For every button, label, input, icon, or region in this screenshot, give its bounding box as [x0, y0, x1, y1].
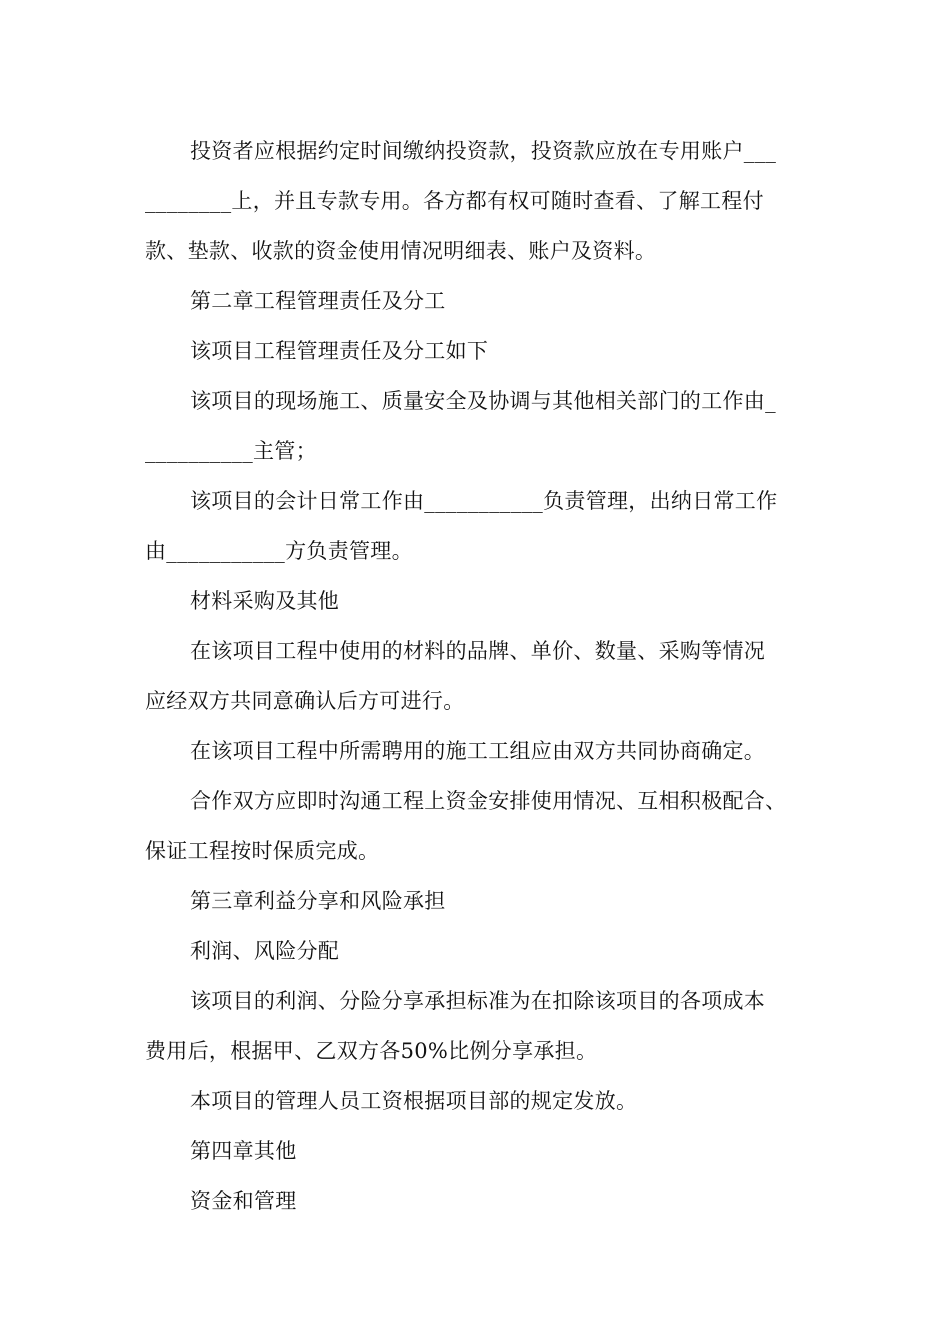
paragraph-line: 该项目的现场施工、质量安全及协调与其他相关部门的工作由_ — [190, 389, 776, 413]
paragraph-line: 款、垫款、收款的资金使用情况明细表、账户及资料。 — [145, 239, 657, 263]
paragraph-line: 费用后，根据甲、乙双方各50%比例分享承担。 — [145, 1039, 598, 1063]
section-heading: 该项目工程管理责任及分工如下 — [190, 339, 489, 363]
section-heading: 利润、风险分配 — [190, 939, 340, 963]
paragraph-line: 该项目的会计日常工作由___________负责管理，出纳日常工作 — [190, 489, 778, 513]
paragraph-line: 在该项目工程中使用的材料的品牌、单价、数量、采购等情况 — [190, 639, 766, 663]
paragraph-line: __________主管； — [145, 439, 317, 463]
paragraph-line: 合作双方应即时沟通工程上资金安排使用情况、互相积极配合、 — [190, 789, 787, 813]
paragraph-line: 应经双方共同意确认后方可进行。 — [145, 689, 465, 713]
chapter-heading: 第二章工程管理责任及分工 — [190, 289, 446, 313]
paragraph-line: 该项目的利润、分险分享承担标准为在扣除该项目的各项成本 — [190, 989, 766, 1013]
paragraph-line: 本项目的管理人员工资根据项目部的规定发放。 — [190, 1089, 638, 1113]
paragraph-line: 投资者应根据约定时间缴纳投资款，投资款应放在专用账户___ — [190, 139, 777, 163]
paragraph-line: 由___________方负责管理。 — [145, 539, 413, 563]
paragraph-line: 保证工程按时保质完成。 — [145, 839, 380, 863]
section-heading: 资金和管理 — [190, 1189, 297, 1213]
chapter-heading: 第四章其他 — [190, 1139, 297, 1163]
paragraph-line: ________上，并且专款专用。各方都有权可随时查看、了解工程付 — [145, 189, 764, 213]
section-heading: 材料采购及其他 — [190, 589, 340, 613]
paragraph-line: 在该项目工程中所需聘用的施工工组应由双方共同协商确定。 — [190, 739, 766, 763]
chapter-heading: 第三章利益分享和风险承担 — [190, 889, 446, 913]
